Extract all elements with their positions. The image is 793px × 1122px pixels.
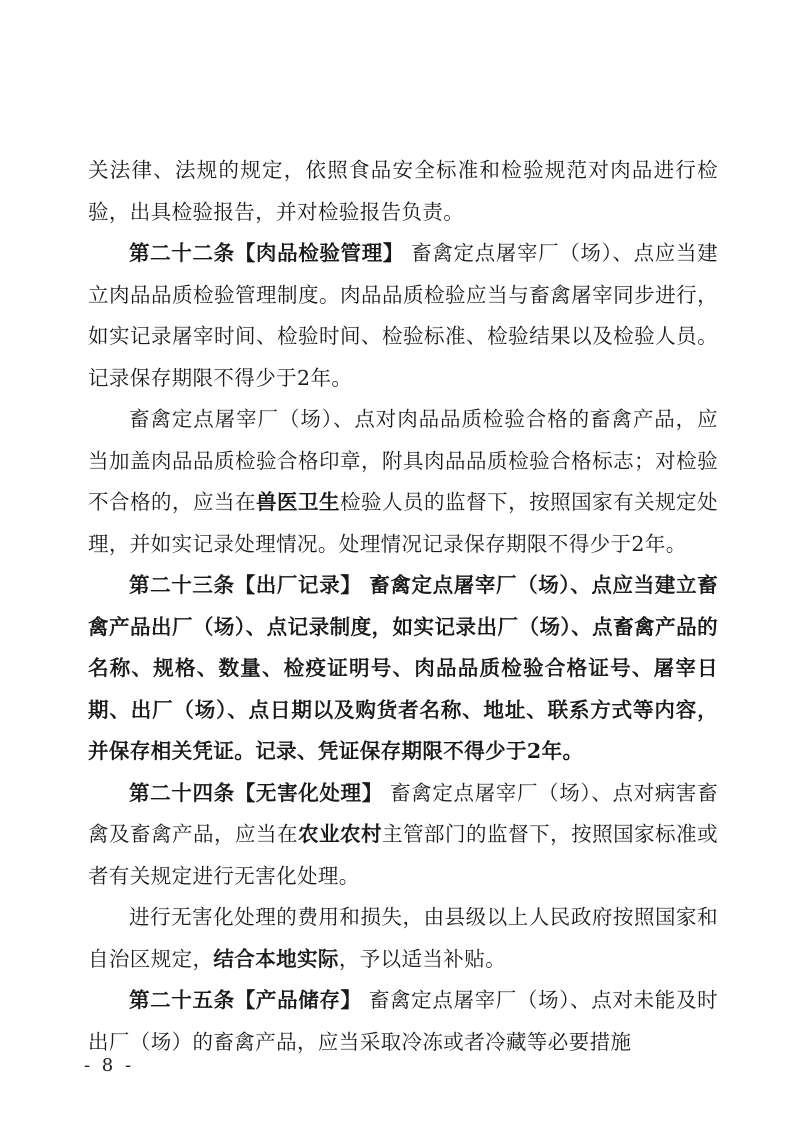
article-22-body: 畜禽定点屠宰厂（场）、点应当建立肉品品质检验管理制度。肉品品质检验应当与畜禽屠宰同步进行，如实记录屠宰时间、检验时间、检验标准、检验结果以及检验人员。记录保存期限不得少于2年。 [88,241,718,390]
paragraph-text: 关法律、法规的规定，依照食品安全标准和检验规范对肉品进行检验，出具检验报告，并对检验报告负责。 [88,158,718,224]
paragraph-text: 检验人员的监督下，按照国家有关规定处理，并如实记录处理情况。处理情况记录保存期限不得少于2年。 [88,490,718,556]
article-22-heading: 第二十二条【肉品检验管理】 [129,241,405,265]
document-body [88,150,718,1063]
article-24-subparagraph [88,897,718,980]
article-25-paragraph [88,980,718,1063]
article-24-body: 畜禽定点屠宰厂（场）、点对病害畜禽及畜禽产品，应当在 [88,780,718,846]
bold-amendment-text: 兽医卫生 [256,490,341,514]
page-number: - 8 - [84,1055,135,1076]
article-25-heading: 第二十五条【产品储存】 [129,988,362,1012]
paragraph-text: 进行无害化处理的费用和损失，由县级以上人民政府按照国家和自治区规定， [88,905,718,971]
paragraph-text: ，予以适当补贴。 [338,946,507,971]
article-23-paragraph [88,565,718,773]
article-24-heading: 第二十四条【无害化处理】 [129,780,383,805]
article-24-body-end: 主管部门的监督下，按照国家标准或者有关规定进行无害化处理。 [88,822,718,888]
paragraph-continuation [88,150,718,233]
bold-amendment-text: 农业农村 [298,822,383,846]
article-24-paragraph [88,773,718,898]
article-23-text: 第二十三条【出厂记录】 畜禽定点屠宰厂（场）、点应当建立畜禽产品出厂（场）、点记录制度，如实记录出厂（场）、点畜禽产品的名称、规格、数量、检疫证明号、肉品品质检验合格证号、屠宰日期、出厂（场）、点日期以及购货者名称、地址、联系方式等内容，并保存相关凭证。记录、凭证保存期限不得少于2年。 [88,573,718,763]
article-22-subparagraph [88,399,718,565]
paragraph-text: 畜禽定点屠宰厂（场）、点对肉品品质检验合格的畜禽产品，应当加盖肉品品质检验合格印章，附具肉品品质检验合格标志；对检验不合格的，应当在 [88,407,718,514]
bold-amendment-text: 结合本地实际 [213,946,339,971]
article-25-body: 畜禽定点屠宰厂（场）、点对未能及时出厂（场）的畜禽产品，应当采取冷冻或者冷藏等必要措施 [88,988,718,1054]
article-22-paragraph [88,233,718,399]
